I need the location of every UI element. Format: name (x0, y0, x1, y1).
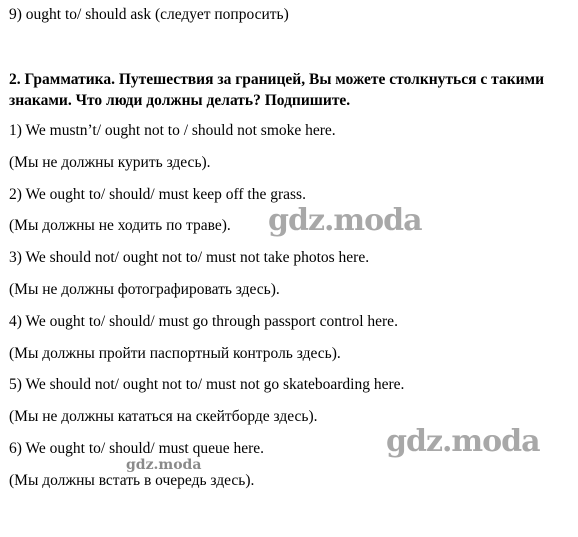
item-2-english: 2) We ought to/ should/ must keep off the grass. (9, 186, 306, 203)
item-6-english: 6) We ought to/ should/ must queue here. (9, 440, 265, 457)
item-6-russian: (Мы должны встать в очередь здесь). (9, 472, 255, 489)
item-5-russian: (Мы не должны кататься на скейтборде здесь). (9, 408, 318, 425)
item-3-english: 3) We should not/ ought not to/ must not take photos here. (9, 249, 370, 266)
item-5-english: 5) We should not/ ought not to/ must not go skateboarding here. (9, 376, 405, 393)
item-4-english: 4) We ought to/ should/ must go through passport control here. (9, 313, 398, 330)
watermark-logo-3: gdz.moda (126, 457, 202, 473)
answer-line-9: 9) ought to/ should ask (следует попросить) (9, 6, 289, 23)
item-1-english: 1) We mustn’t/ ought not to / should not smoke here. (9, 122, 336, 139)
item-4-russian: (Мы должны пройти паспортный контроль здесь). (9, 345, 341, 362)
watermark-logo-1: gdz.moda (268, 203, 422, 238)
item-2-russian: (Мы должны не ходить по траве). (9, 217, 231, 234)
item-3-russian: (Мы не должны фотографировать здесь). (9, 281, 280, 298)
section-heading: 2. Грамматика. Путешествия за границей, Вы можете столкнуться с такими знаками. Что люди должны делать? Подпишите. (9, 71, 545, 109)
item-1-russian: (Мы не должны курить здесь). (9, 154, 211, 171)
watermark-logo-2: gdz.moda (386, 424, 540, 459)
